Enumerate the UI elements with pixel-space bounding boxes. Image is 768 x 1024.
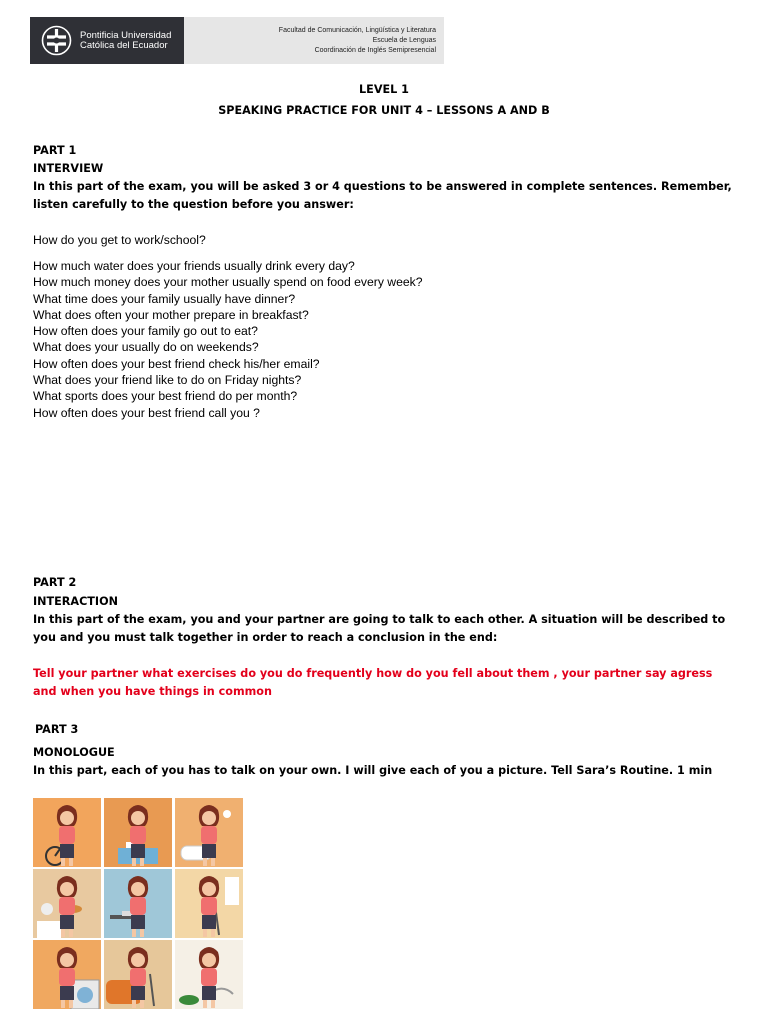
university-name-line2: Católica del Ecuador [80,40,168,51]
level-title: LEVEL 1 [359,83,409,96]
question-item: How much water does your friends usually drink every day? [33,259,355,273]
routine-picture [33,798,101,867]
question-item: What does often your mother prepare in breakfast? [33,307,309,322]
part3-label: PART 3 [35,723,79,736]
question-item: What sports does your best friend do per month? [33,389,298,404]
routine-picture [175,869,243,938]
part2-task: Tell your partner what exercises do you do frequently how do you fell about them , your partner say agress and when you have things in common [33,667,713,698]
document-subtitle: SPEAKING PRACTICE FOR UNIT 4 – LESSONS A AND B [218,104,550,117]
mopping-icon [175,869,243,938]
routine-picture [104,869,172,938]
question-item: How much money does your mother usually spend on food every week? [33,275,423,290]
part3-heading: MONOLOGUE [33,746,115,759]
washing-dishes-icon [104,798,172,867]
header-banner [30,17,444,64]
vacuuming-icon [33,798,101,867]
faculty-name: Facultad de Comunicación, Lingüística y Literatura [278,27,436,34]
sweeping-icon [104,940,172,1009]
question-first: How do you get to work/school? [33,233,206,247]
question-item: How often does your family go out to eat? [33,324,258,339]
watering-plants-icon [175,940,243,1009]
part2-instructions: In this part of the exam, you and your partner are going to talk to each other. A situation will be described to you and you must talk together in order to reach a conclusion in the end: [33,613,726,644]
part1-instructions: In this part of the exam, you will be asked 3 or 4 questions to be answered in complete sentences. Remember, listen carefully to the question before you answer: [33,180,732,211]
routine-picture [33,940,101,1009]
routine-picture [175,798,243,867]
part3-instructions: In this part, each of you has to talk on your own. I will give each of you a picture. Tell Sara’s Routine. 1 min [33,764,713,777]
laundry-icon [33,940,101,1009]
university-logo [30,17,184,64]
question-list [33,258,423,421]
part1-label: PART 1 [33,144,77,157]
question-item: What does your usually do on weekends? [33,340,259,355]
routine-picture [104,940,172,1009]
routine-picture-grid [33,798,242,1009]
part2-label: PART 2 [33,576,77,589]
part2-heading: INTERACTION [33,595,118,608]
routine-picture [175,940,243,1009]
question-item: What time does your family usually have dinner? [33,291,296,306]
ironing-icon [104,869,172,938]
routine-picture [104,798,172,867]
question-item: What does your friend like to do on Friday nights? [33,373,302,388]
cooking-icon [33,869,101,938]
part1-heading: INTERVIEW [33,162,104,175]
coordination-name: Coordinación de Inglés Semipresencial [314,47,436,54]
cleaning-bathtub-icon [175,798,243,867]
university-name-line1: Pontificia Universidad [80,30,172,41]
question-item: How often does your best friend check his/her email? [33,356,320,371]
school-name: Escuela de Lenguas [372,37,436,44]
university-seal-icon [41,25,72,56]
question-item: How often does your best friend call you ? [33,405,260,420]
routine-picture [33,869,101,938]
